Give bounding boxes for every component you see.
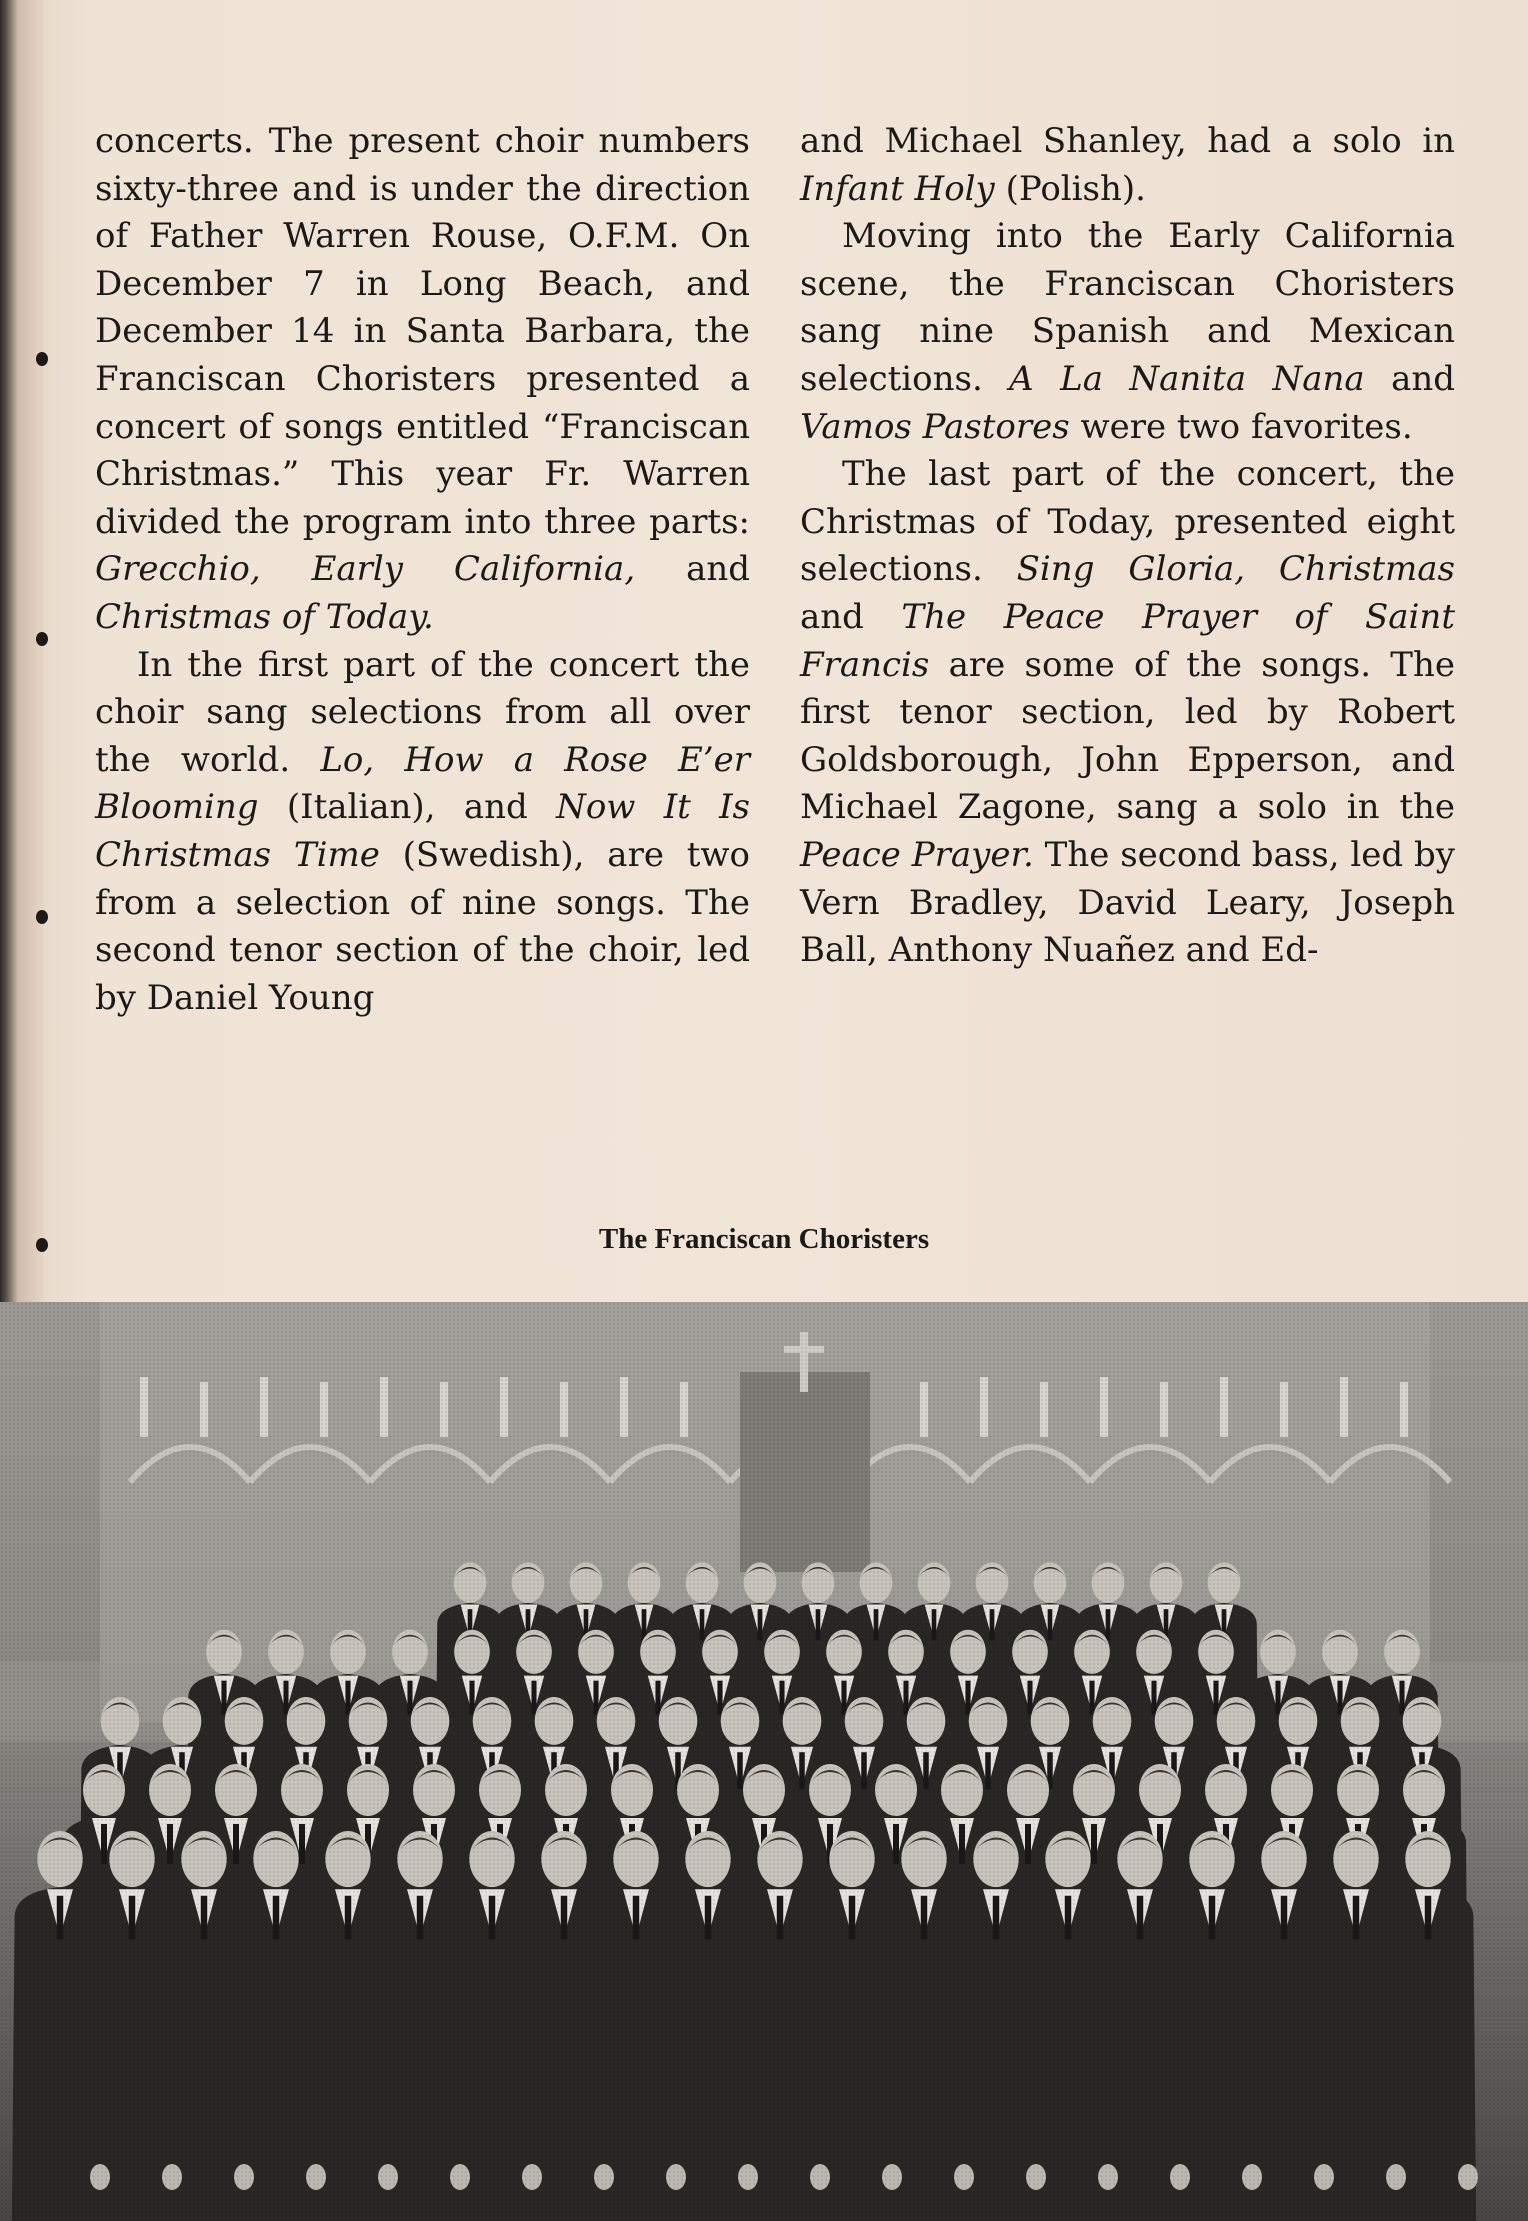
italic-title: Grecchio, Early California,: [95, 549, 636, 590]
italic-title: Lo, How a Rose E’er Blooming: [95, 739, 750, 828]
paragraph: [95, 118, 750, 642]
italic-title: A La Nanita Nana: [1009, 358, 1365, 399]
punch-hole: [36, 910, 48, 924]
text-run: In the first part of the concert the choir sang selections from all over the world.: [95, 644, 750, 780]
text-run: and: [800, 596, 902, 637]
text-run: (Italian), and: [258, 787, 557, 828]
italic-title: Peace Prayer.: [800, 834, 1034, 875]
text-run: The last part of the concert, the Christmas of Today, presented eight selections.: [800, 454, 1455, 590]
text-run: were two favorites.: [1069, 406, 1413, 447]
text-run: concerts. The present choir numbers sixty-three and is under the direction of Father Warren Rouse, O.F.M. On December 7 in Long Beach, and December 14 in Santa Barbara, the Franciscan Choristers presented a concert of songs entitled “Franciscan Christmas.” This year Fr. Warren divided the program into three parts:: [95, 121, 750, 542]
choir-photo-image: [0, 1302, 1528, 2221]
italic-title: Now It Is Christmas Time: [95, 787, 750, 875]
text-run: Moving into the Early California scene, the Franciscan Choristers sang nine Spanish and Mexican selections.: [800, 216, 1455, 399]
paragraph: [800, 118, 1455, 213]
paragraph: [95, 642, 750, 1023]
text-run: and: [1364, 358, 1455, 399]
text-run: are some of the songs. The first tenor section, led by Robert Goldsborough, John Epperson, and Michael Zagone, sang a solo in the: [800, 644, 1455, 828]
italic-title: Vamos Pastores: [800, 406, 1070, 447]
paragraph: [800, 213, 1455, 451]
text-run: and Michael Shanley, had a solo in: [800, 121, 1455, 161]
italic-title: Sing Gloria, Christmas: [1016, 549, 1456, 590]
punch-hole: [36, 632, 48, 646]
text-run: The second bass, led by Vern Bradley, David Leary, Joseph Ball, Anthony Nuañez and Ed-: [800, 834, 1455, 971]
italic-title: Infant Holy: [800, 168, 995, 209]
punch-hole: [36, 352, 48, 366]
text-run: (Polish).: [994, 168, 1146, 209]
italic-title: Christmas of Today.: [95, 596, 434, 637]
text-run: and: [635, 549, 750, 590]
choir-photo: [0, 1302, 1528, 2221]
right-text-column: [800, 118, 1455, 975]
text-run: (Swedish), are two from a selection of nine songs. The second tenor section of the choir, led by Daniel Young: [95, 834, 750, 1018]
left-text-column: [95, 118, 750, 1022]
italic-title: The Peace Prayer of Saint Francis: [800, 596, 1455, 685]
photo-caption: The Franciscan Choristers: [598, 1223, 930, 1255]
paragraph: [800, 451, 1455, 975]
